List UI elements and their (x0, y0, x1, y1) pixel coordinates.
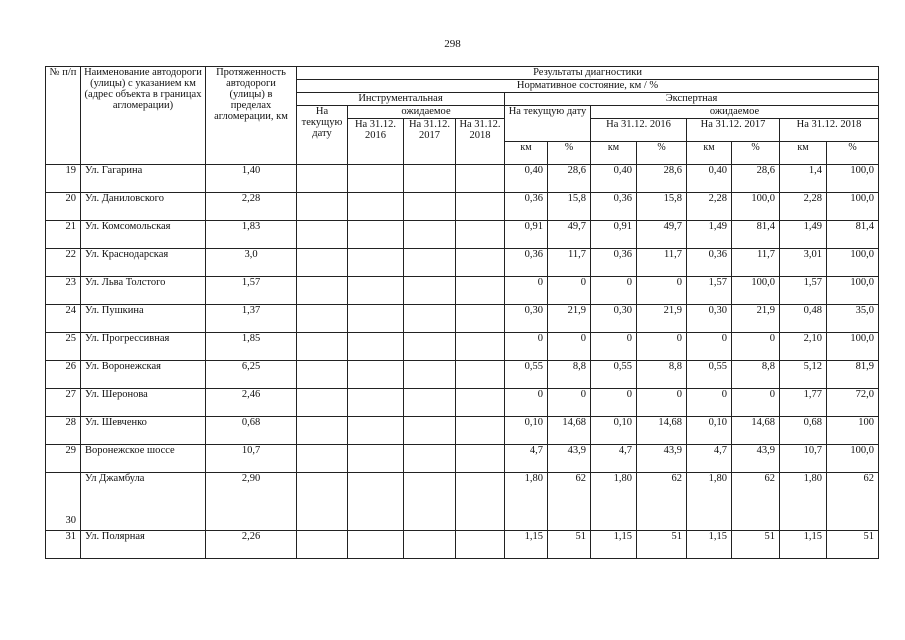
table-row (46, 361, 879, 389)
value-km: 1,15 (591, 531, 637, 559)
instrumental-cell (456, 277, 505, 305)
header-exp-2017: На 31.12. 2017 (687, 119, 780, 142)
instrumental-cell (348, 445, 404, 473)
instrumental-cell (348, 417, 404, 445)
instrumental-cell (297, 389, 348, 417)
value-pct: 43,9 (637, 445, 687, 473)
value-pct: 81,9 (827, 361, 879, 389)
value-km: 0,36 (505, 193, 548, 221)
road-length: 2,28 (206, 193, 297, 221)
value-pct: 0 (637, 333, 687, 361)
value-pct: 0 (548, 277, 591, 305)
row-index: 19 (46, 165, 81, 193)
header-index: № п/п (46, 67, 81, 165)
road-length: 1,85 (206, 333, 297, 361)
value-km: 0,36 (687, 249, 732, 277)
instrumental-cell (456, 473, 505, 531)
value-pct: 0 (548, 333, 591, 361)
row-index: 29 (46, 445, 81, 473)
row-index: 23 (46, 277, 81, 305)
instrumental-cell (404, 249, 456, 277)
value-pct: 100,0 (732, 277, 780, 305)
table-row (46, 389, 879, 417)
row-index: 21 (46, 221, 81, 249)
road-length: 2,90 (206, 473, 297, 531)
road-length: 2,46 (206, 389, 297, 417)
road-length: 1,57 (206, 277, 297, 305)
value-pct: 11,7 (732, 249, 780, 277)
road-length: 0,68 (206, 417, 297, 445)
value-pct: 14,68 (732, 417, 780, 445)
value-pct: 72,0 (827, 389, 879, 417)
value-pct: 21,9 (637, 305, 687, 333)
road-name: Ул. Шеронова (81, 389, 206, 417)
value-km: 0 (591, 333, 637, 361)
header-unit-km: км (591, 142, 637, 165)
value-km: 0,91 (505, 221, 548, 249)
header-unit-km: км (505, 142, 548, 165)
value-km: 0,36 (591, 249, 637, 277)
instrumental-cell (456, 249, 505, 277)
instrumental-cell (348, 361, 404, 389)
value-km: 0,55 (591, 361, 637, 389)
value-km: 1,15 (505, 531, 548, 559)
value-pct: 11,7 (548, 249, 591, 277)
header-unit-km: км (687, 142, 732, 165)
instrumental-cell (297, 277, 348, 305)
table-row (46, 333, 879, 361)
value-pct: 100,0 (827, 193, 879, 221)
instrumental-cell (456, 333, 505, 361)
value-pct: 100,0 (827, 249, 879, 277)
table-body (46, 165, 879, 559)
value-pct: 8,8 (732, 361, 780, 389)
value-pct: 28,6 (637, 165, 687, 193)
instrumental-cell (348, 221, 404, 249)
header-exp-current: На текущую дату (505, 106, 591, 142)
value-km: 0,40 (591, 165, 637, 193)
value-pct: 100,0 (827, 445, 879, 473)
instrumental-cell (297, 473, 348, 531)
value-km: 2,28 (687, 193, 732, 221)
value-km: 4,7 (505, 445, 548, 473)
value-pct: 51 (637, 531, 687, 559)
value-km: 1,80 (687, 473, 732, 531)
instrumental-cell (456, 417, 505, 445)
value-km: 1,15 (687, 531, 732, 559)
road-length: 6,25 (206, 361, 297, 389)
value-pct: 49,7 (548, 221, 591, 249)
instrumental-cell (297, 305, 348, 333)
value-km: 1,15 (780, 531, 827, 559)
road-name: Ул. Даниловского (81, 193, 206, 221)
value-km: 0,10 (505, 417, 548, 445)
value-pct: 51 (548, 531, 591, 559)
header-name: Наименование автодороги (улицы) с указанием км (адрес объекта в границах агломерации) (81, 67, 206, 165)
instrumental-cell (404, 305, 456, 333)
row-index: 25 (46, 333, 81, 361)
value-km: 1,80 (505, 473, 548, 531)
value-pct: 62 (732, 473, 780, 531)
header-expert: Экспертная (505, 93, 879, 106)
header-unit-pct: % (827, 142, 879, 165)
value-pct: 100 (827, 417, 879, 445)
road-name: Ул. Воронежская (81, 361, 206, 389)
header-unit-pct: % (637, 142, 687, 165)
instrumental-cell (456, 305, 505, 333)
row-index: 27 (46, 389, 81, 417)
value-pct: 14,68 (637, 417, 687, 445)
instrumental-cell (456, 389, 505, 417)
road-name: Ул. Льва Толстого (81, 277, 206, 305)
instrumental-cell (348, 193, 404, 221)
value-pct: 35,0 (827, 305, 879, 333)
instrumental-cell (348, 333, 404, 361)
instrumental-cell (297, 249, 348, 277)
table-row (46, 417, 879, 445)
road-length: 1,83 (206, 221, 297, 249)
road-name: Ул. Комсомольская (81, 221, 206, 249)
road-name: Ул Джамбула (81, 473, 206, 531)
row-index: 28 (46, 417, 81, 445)
instrumental-cell (297, 193, 348, 221)
header-unit-km: км (780, 142, 827, 165)
instrumental-cell (297, 531, 348, 559)
road-length: 1,40 (206, 165, 297, 193)
table-row (46, 221, 879, 249)
value-km: 0,48 (780, 305, 827, 333)
value-pct: 43,9 (548, 445, 591, 473)
value-pct: 21,9 (548, 305, 591, 333)
instrumental-cell (348, 277, 404, 305)
page-number: 298 (444, 38, 461, 50)
instrumental-cell (297, 333, 348, 361)
instrumental-cell (348, 531, 404, 559)
value-km: 3,01 (780, 249, 827, 277)
header-exp-2016: На 31.12. 2016 (591, 119, 687, 142)
header-exp-2018: На 31.12. 2018 (780, 119, 879, 142)
instrumental-cell (348, 165, 404, 193)
value-pct: 100,0 (732, 193, 780, 221)
road-length: 2,26 (206, 531, 297, 559)
row-index: 24 (46, 305, 81, 333)
value-km: 10,7 (780, 445, 827, 473)
value-km: 0 (687, 389, 732, 417)
header-length: Протяженность автодороги (улицы) в пределах агломерации, км (206, 67, 297, 165)
instrumental-cell (404, 531, 456, 559)
instrumental-cell (297, 221, 348, 249)
value-km: 4,7 (591, 445, 637, 473)
value-km: 0 (687, 333, 732, 361)
header-instr-expected: ожидаемое (348, 106, 505, 119)
value-km: 0,55 (505, 361, 548, 389)
instrumental-cell (297, 417, 348, 445)
value-pct: 100,0 (827, 277, 879, 305)
table-row (46, 531, 879, 559)
value-pct: 81,4 (732, 221, 780, 249)
road-name: Ул. Пушкина (81, 305, 206, 333)
header-exp-expected: ожидаемое (591, 106, 879, 119)
instrumental-cell (456, 221, 505, 249)
header-instrumental: Инструментальная (297, 93, 505, 106)
instrumental-cell (297, 445, 348, 473)
value-pct: 11,7 (637, 249, 687, 277)
value-pct: 15,8 (637, 193, 687, 221)
value-km: 0 (591, 389, 637, 417)
value-pct: 8,8 (637, 361, 687, 389)
value-pct: 0 (732, 333, 780, 361)
header-normative: Нормативное состояние, км / % (297, 80, 879, 93)
instrumental-cell (456, 165, 505, 193)
row-index: 30 (46, 473, 81, 531)
value-pct: 14,68 (548, 417, 591, 445)
value-km: 0 (505, 333, 548, 361)
instrumental-cell (404, 473, 456, 531)
table-row (46, 249, 879, 277)
value-pct: 28,6 (732, 165, 780, 193)
instrumental-cell (404, 221, 456, 249)
instrumental-cell (404, 165, 456, 193)
road-name: Ул. Гагарина (81, 165, 206, 193)
table-row (46, 305, 879, 333)
instrumental-cell (404, 445, 456, 473)
table-row (46, 277, 879, 305)
instrumental-cell (297, 361, 348, 389)
instrumental-cell (456, 361, 505, 389)
instrumental-cell (404, 277, 456, 305)
instrumental-cell (297, 165, 348, 193)
value-pct: 49,7 (637, 221, 687, 249)
value-pct: 51 (732, 531, 780, 559)
value-pct: 62 (548, 473, 591, 531)
value-km: 0,30 (591, 305, 637, 333)
value-pct: 81,4 (827, 221, 879, 249)
value-pct: 28,6 (548, 165, 591, 193)
instrumental-cell (404, 417, 456, 445)
value-pct: 8,8 (548, 361, 591, 389)
road-length: 3,0 (206, 249, 297, 277)
value-km: 5,12 (780, 361, 827, 389)
value-pct: 62 (827, 473, 879, 531)
value-km: 0,68 (780, 417, 827, 445)
table-header (46, 67, 879, 165)
value-km: 1,80 (780, 473, 827, 531)
table-row (46, 165, 879, 193)
header-unit-pct: % (732, 142, 780, 165)
value-km: 4,7 (687, 445, 732, 473)
value-pct: 43,9 (732, 445, 780, 473)
instrumental-cell (348, 305, 404, 333)
instrumental-cell (348, 249, 404, 277)
value-km: 2,28 (780, 193, 827, 221)
value-km: 0,30 (505, 305, 548, 333)
row-index: 31 (46, 531, 81, 559)
value-km: 0 (505, 277, 548, 305)
instrumental-cell (456, 531, 505, 559)
value-km: 1,49 (687, 221, 732, 249)
value-km: 0,36 (505, 249, 548, 277)
road-length: 10,7 (206, 445, 297, 473)
instrumental-cell (456, 193, 505, 221)
value-km: 0,40 (687, 165, 732, 193)
value-pct: 51 (827, 531, 879, 559)
instrumental-cell (348, 473, 404, 531)
header-instr-2016: На 31.12. 2016 (348, 119, 404, 165)
instrumental-cell (348, 389, 404, 417)
value-km: 1,80 (591, 473, 637, 531)
value-km: 0,40 (505, 165, 548, 193)
header-results: Результаты диагностики (297, 67, 879, 80)
row-index: 22 (46, 249, 81, 277)
value-pct: 0 (548, 389, 591, 417)
value-km: 0,91 (591, 221, 637, 249)
header-unit-pct: % (548, 142, 591, 165)
road-name: Воронежское шоссе (81, 445, 206, 473)
value-km: 0,10 (687, 417, 732, 445)
value-km: 0 (505, 389, 548, 417)
instrumental-cell (404, 333, 456, 361)
instrumental-cell (404, 193, 456, 221)
value-km: 1,77 (780, 389, 827, 417)
value-km: 2,10 (780, 333, 827, 361)
value-pct: 100,0 (827, 333, 879, 361)
value-km: 0,10 (591, 417, 637, 445)
table-row (46, 473, 879, 531)
road-name: Ул. Шевченко (81, 417, 206, 445)
value-pct: 0 (732, 389, 780, 417)
value-pct: 0 (637, 389, 687, 417)
value-pct: 15,8 (548, 193, 591, 221)
header-instr-current: На текущую дату (297, 106, 348, 165)
table-row (46, 445, 879, 473)
table-row (46, 193, 879, 221)
value-km: 1,49 (780, 221, 827, 249)
value-km: 0,30 (687, 305, 732, 333)
value-pct: 62 (637, 473, 687, 531)
header-instr-2018: На 31.12. 2018 (456, 119, 505, 165)
value-km: 1,57 (687, 277, 732, 305)
road-name: Ул. Краснодарская (81, 249, 206, 277)
value-km: 1,4 (780, 165, 827, 193)
row-index: 26 (46, 361, 81, 389)
row-index: 20 (46, 193, 81, 221)
instrumental-cell (456, 445, 505, 473)
value-pct: 21,9 (732, 305, 780, 333)
road-length: 1,37 (206, 305, 297, 333)
value-pct: 0 (637, 277, 687, 305)
value-km: 1,57 (780, 277, 827, 305)
value-km: 0,36 (591, 193, 637, 221)
instrumental-cell (404, 389, 456, 417)
instrumental-cell (404, 361, 456, 389)
header-instr-2017: На 31.12. 2017 (404, 119, 456, 165)
value-km: 0 (591, 277, 637, 305)
diagnostics-table (45, 66, 879, 559)
value-pct: 100,0 (827, 165, 879, 193)
road-name: Ул. Прогрессивная (81, 333, 206, 361)
value-km: 0,55 (687, 361, 732, 389)
road-name: Ул. Полярная (81, 531, 206, 559)
